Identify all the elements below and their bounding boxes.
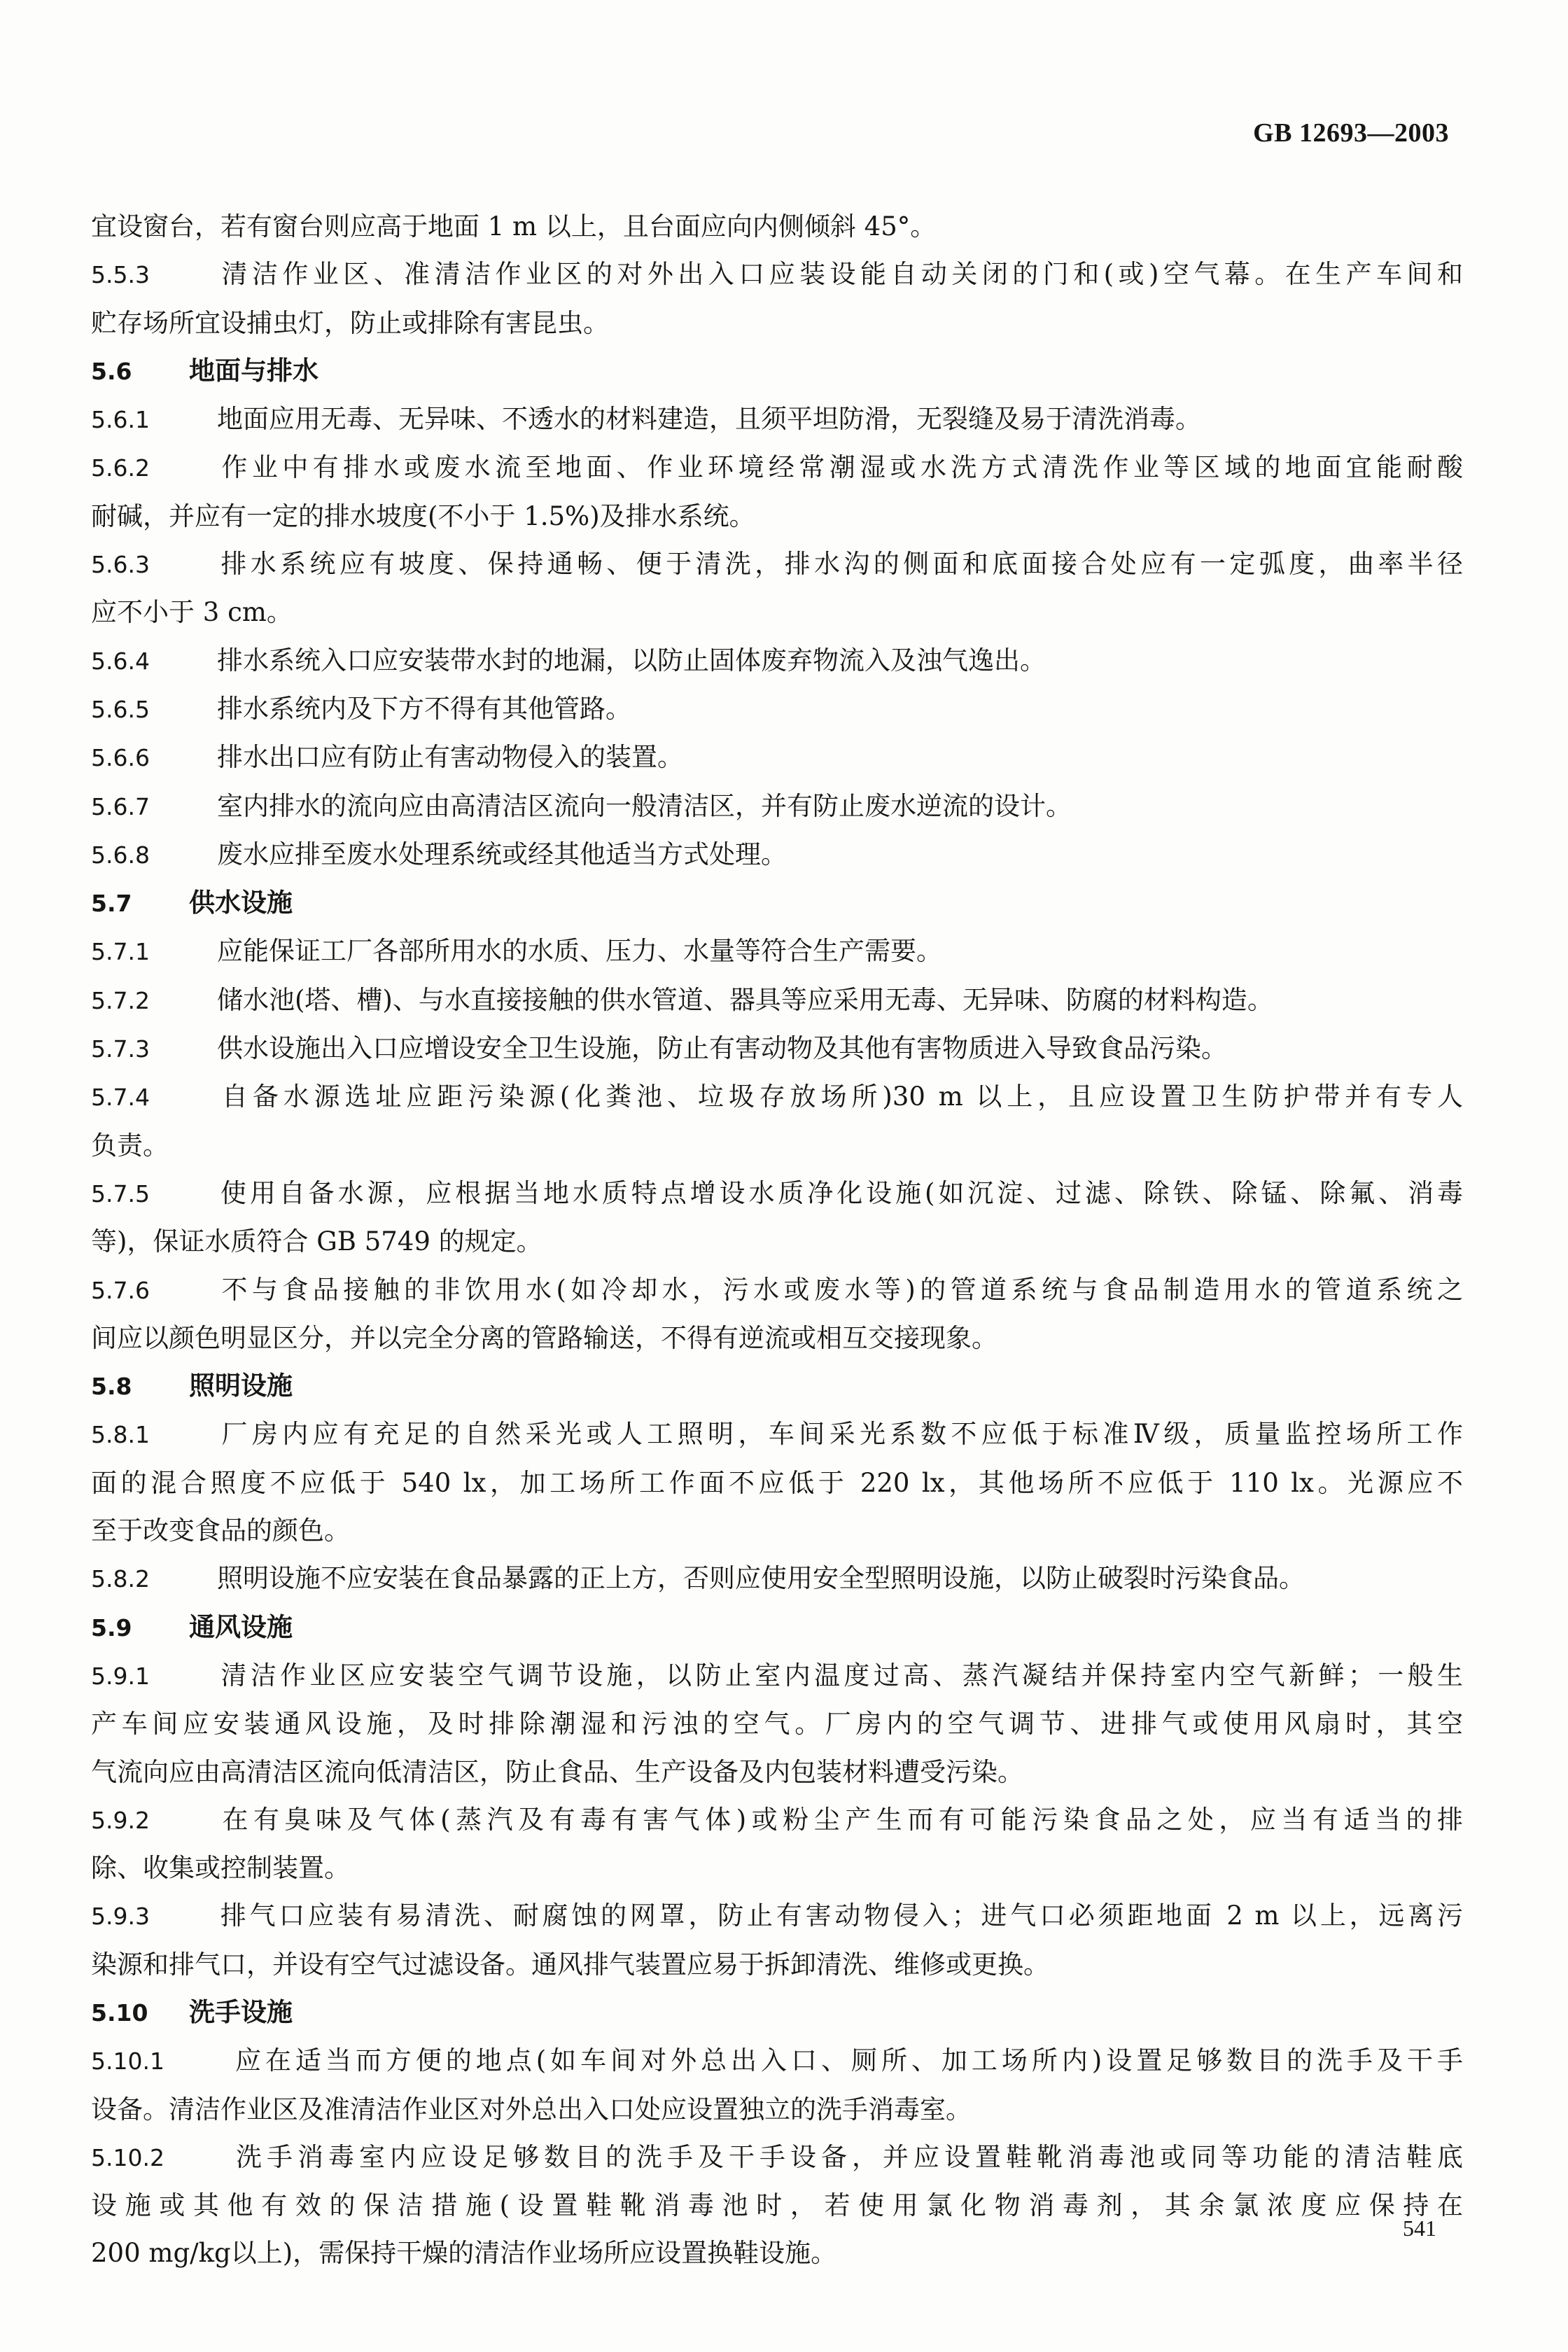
continuation-line: 宜设窗台，若有窗台则应高于地面 1 m 以上，且台面应向内侧倾斜 45°。 <box>91 211 937 241</box>
clause-number: 5.6.6 <box>91 744 150 772</box>
continuation-line: 除、收集或控制装置。 <box>91 1853 350 1884</box>
clause-line <box>91 927 1463 976</box>
clause-number: 5.9.3 <box>91 1903 150 1931</box>
document-body <box>91 203 1463 2278</box>
continuation-line: 耐碱，并应有一定的排水坡度(不小于 1.5%)及排水系统。 <box>91 500 755 531</box>
clause-number: 5.9.2 <box>91 1806 150 1834</box>
clause-number: 5.7.4 <box>91 1084 150 1112</box>
section-title: 洗手设施 <box>189 1996 293 2027</box>
continuation-line: 应不小于 3 cm。 <box>91 597 293 628</box>
clause-number: 5.9.1 <box>91 1662 150 1690</box>
clause-line <box>91 396 1463 444</box>
clause-line <box>91 1652 1463 1700</box>
section-title: 地面与排水 <box>189 355 318 386</box>
clause-line <box>91 444 1463 492</box>
clause-number: 5.7.3 <box>91 1035 150 1063</box>
clause-text: 排气口应装有易清洗、耐腐蚀的网罩，防止有害动物侵入；进气口必须距地面 2 m 以上，远离污 <box>217 1900 1463 1931</box>
section-heading <box>91 347 1463 396</box>
clause-number: 5.6.2 <box>91 454 150 482</box>
continuation-line: 产车间应安装通风设施，及时排除潮湿和污浊的空气。厂房内的空气调节、进排气或使用风扇时，其空 <box>91 1709 1463 1740</box>
clause-text: 照明设施不应安装在食品暴露的正上方，否则应使用安全型照明设施，以防止破裂时污染食品。 <box>217 1563 1305 1594</box>
clause-number: 5.5.3 <box>91 261 150 289</box>
clause-line <box>91 1796 1463 1844</box>
clause-text: 洗手消毒室内应设足够数目的洗手及干手设备，并应设置鞋靴消毒池或同等功能的清洁鞋底 <box>231 2141 1463 2172</box>
section-number: 5.9 <box>91 1614 132 1642</box>
clause-number: 5.7.2 <box>91 986 150 1014</box>
section-title: 照明设施 <box>189 1371 293 1401</box>
clause-number: 5.7.1 <box>91 938 150 966</box>
clause-text: 排水出口应有防止有害动物侵入的装置。 <box>217 742 683 773</box>
clause-text: 应能保证工厂各部所用水的水质、压力、水量等符合生产需要。 <box>217 936 942 967</box>
clause-line <box>91 637 1463 685</box>
section-number: 5.6 <box>91 357 132 385</box>
clause-text: 废水应排至废水处理系统或经其他适当方式处理。 <box>217 839 787 869</box>
clause-text: 使用自备水源，应根据当地水质特点增设水质净化设施(如沉淀、过滤、除铁、除锰、除氟、消毒 <box>217 1177 1463 1208</box>
section-heading <box>91 879 1463 927</box>
clause-line <box>91 1170 1463 1218</box>
clause-line <box>91 783 1463 831</box>
clause-line <box>91 685 1463 734</box>
section-heading <box>91 1989 1463 2037</box>
clause-text: 厂房内应有充足的自然采光或人工照明，车间采光系数不应低于标准Ⅳ级，质量监控场所工作 <box>217 1419 1463 1450</box>
section-title: 通风设施 <box>189 1611 293 1642</box>
clause-number: 5.7.6 <box>91 1276 150 1304</box>
continuation-line: 气流向应由高清洁区流向低清洁区，防止食品、生产设备及内包装材料遭受污染。 <box>91 1756 1023 1787</box>
clause-text: 供水设施出入口应增设安全卫生设施，防止有害动物及其他有害物质进入导致食品污染。 <box>217 1033 1227 1064</box>
clause-line <box>91 1410 1463 1459</box>
clause-text: 排水系统入口应安装带水封的地漏，以防止固体废弃物流入及浊气逸出。 <box>217 645 1046 676</box>
clause-line <box>91 1892 1463 1940</box>
clause-number: 5.6.5 <box>91 695 150 723</box>
continuation-line: 面的混合照度不应低于 540 lx，加工场所工作面不应低于 220 lx，其他场所不应低于 110 lx。光源应不 <box>91 1467 1463 1498</box>
clause-number: 5.8.2 <box>91 1565 150 1593</box>
section-number: 5.7 <box>91 890 132 918</box>
continuation-line: 设施或其他有效的保洁措施(设置鞋靴消毒池时，若使用氯化物消毒剂，其余氯浓度应保持在 <box>91 2190 1463 2221</box>
section-number: 5.8 <box>91 1373 132 1401</box>
clause-number: 5.7.5 <box>91 1180 150 1208</box>
clause-line <box>91 1266 1463 1315</box>
clause-number: 5.8.1 <box>91 1421 150 1449</box>
clause-line <box>91 2134 1463 2182</box>
section-number: 5.10 <box>91 1998 148 2026</box>
continuation-line: 染源和排气口，并设有空气过滤设备。通风排气装置应易于拆卸清洗、维修或更换。 <box>91 1949 1049 1980</box>
clause-text: 清洁作业区、准清洁作业区的对外出入口应装设能自动关闭的门和(或)空气幕。在生产车间和 <box>217 259 1463 290</box>
clause-number: 5.6.3 <box>91 551 150 579</box>
clause-line <box>91 540 1463 589</box>
clause-text: 清洁作业区应安装空气调节设施，以防止室内温度过高、蒸汽凝结并保持室内空气新鲜；一般生 <box>217 1660 1463 1690</box>
clause-number: 5.6.7 <box>91 792 150 820</box>
clause-line <box>91 1555 1463 1603</box>
standard-code: GB 12693—2003 <box>1253 118 1449 148</box>
clause-line <box>91 1025 1463 1073</box>
clause-line <box>91 831 1463 879</box>
section-heading <box>91 1362 1463 1410</box>
clause-number: 5.10.1 <box>91 2047 164 2076</box>
continuation-line: 200 mg/kg以上)，需保持干燥的清洁作业场所应设置换鞋设施。 <box>91 2238 837 2269</box>
clause-number: 5.10.2 <box>91 2143 164 2171</box>
clause-text: 排水系统内及下方不得有其他管路。 <box>217 693 631 724</box>
section-heading <box>91 1604 1463 1652</box>
clause-text: 室内排水的流向应由高清洁区流向一般清洁区，并有防止废水逆流的设计。 <box>217 790 1072 821</box>
clause-line <box>91 251 1463 299</box>
clause-text: 自备水源选址应距污染源(化粪池、垃圾存放场所)30 m 以上，且应设置卫生防护带并有专人 <box>217 1082 1463 1112</box>
continuation-line: 至于改变食品的颜色。 <box>91 1516 350 1546</box>
continuation-line: 设备。清洁作业区及准清洁作业区对外总出入口处应设置独立的洗手消毒室。 <box>91 2094 972 2124</box>
section-title: 供水设施 <box>189 888 293 918</box>
clause-line <box>91 976 1463 1025</box>
clause-text: 排水系统应有坡度、保持通畅、便于清洗，排水沟的侧面和底面接合处应有一定弧度，曲率半径 <box>217 549 1463 580</box>
clause-number: 5.6.8 <box>91 841 150 869</box>
clause-text: 在有臭味及气体(蒸汽及有毒有害气体)或粉尘产生而有可能污染食品之处，应当有适当的排 <box>217 1804 1463 1835</box>
clause-number: 5.6.4 <box>91 647 150 675</box>
continuation-line: 贮存场所宜设捕虫灯，防止或排除有害昆虫。 <box>91 307 609 338</box>
clause-text: 地面应用无毒、无异味、不透水的材料建造，且须平坦防滑，无裂缝及易于清洗消毒。 <box>217 404 1201 435</box>
clause-number: 5.6.1 <box>91 406 150 434</box>
continuation-line: 负责。 <box>91 1130 169 1161</box>
clause-text: 储水池(塔、槽)、与水直接接触的供水管道、器具等应采用无毒、无异味、防腐的材料构造。 <box>217 984 1273 1015</box>
continuation-line: 间应以颜色明显区分，并以完全分离的管路输送，不得有逆流或相互交接现象。 <box>91 1322 997 1353</box>
continuation-line: 等)，保证水质符合 GB 5749 的规定。 <box>91 1226 542 1257</box>
clause-line <box>91 2037 1463 2085</box>
clause-text: 不与食品接触的非饮用水(如冷却水，污水或废水等)的管道系统与食品制造用水的管道系统之 <box>217 1274 1463 1305</box>
clause-text: 作业中有排水或废水流至地面、作业环境经常潮湿或水洗方式清洗作业等区域的地面宜能耐酸 <box>217 452 1463 483</box>
clause-line <box>91 734 1463 782</box>
page-number: 541 <box>1403 2216 1436 2241</box>
clause-line <box>91 1073 1463 1121</box>
clause-text: 应在适当而方便的地点(如车间对外总出入口、厕所、加工场所内)设置足够数目的洗手及干手 <box>231 2045 1463 2076</box>
